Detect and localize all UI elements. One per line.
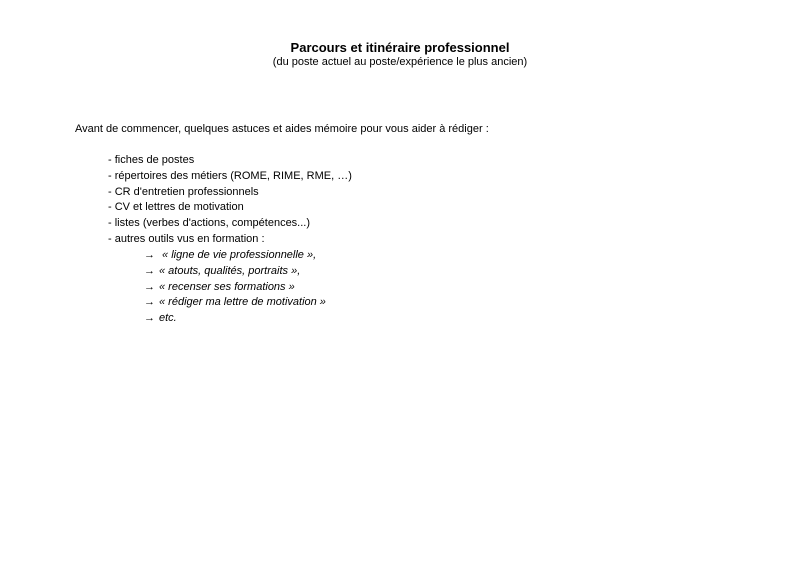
arrow-icon: → xyxy=(144,312,155,325)
page-title: Parcours et itinéraire professionnel xyxy=(290,40,510,55)
tips-list xyxy=(108,153,352,248)
sub-list-item-label: « ligne de vie professionnelle », xyxy=(159,249,317,261)
sub-list-item-label: « atouts, qualités, portraits », xyxy=(159,264,301,277)
list-item: - listes (verbes d'actions, compétences...) xyxy=(108,217,311,230)
intro-text: Avant de commencer, quelques astuces et aides mémoire pour vous aider à rédiger : xyxy=(75,123,489,135)
arrow-icon: → xyxy=(144,296,155,309)
sub-list-item xyxy=(144,280,326,296)
sub-list-item xyxy=(144,264,326,280)
list-item: - répertoires des métiers (ROME, RIME, RME, …) xyxy=(108,169,352,182)
page-subtitle: (du poste actuel au poste/expérience le plus ancien) xyxy=(272,56,528,68)
sub-list-item-label: « recenser ses formations » xyxy=(159,280,295,293)
training-tools-list xyxy=(144,248,326,327)
sub-list-item-label: « rédiger ma lettre de motivation » xyxy=(159,296,326,309)
list-item: - autres outils vus en formation : xyxy=(108,232,265,245)
sub-list-item xyxy=(144,248,326,264)
list-item: - CR d'entretien professionnels xyxy=(108,185,259,198)
arrow-icon: → xyxy=(144,249,155,261)
list-item: - fiches de postes xyxy=(108,154,195,166)
sub-list-item xyxy=(144,295,326,311)
sub-list-item xyxy=(144,311,326,327)
arrow-icon: → xyxy=(144,280,155,293)
list-item: - CV et lettres de motivation xyxy=(108,201,244,214)
sub-list-item-label: etc. xyxy=(159,312,177,325)
arrow-icon: → xyxy=(144,264,155,277)
